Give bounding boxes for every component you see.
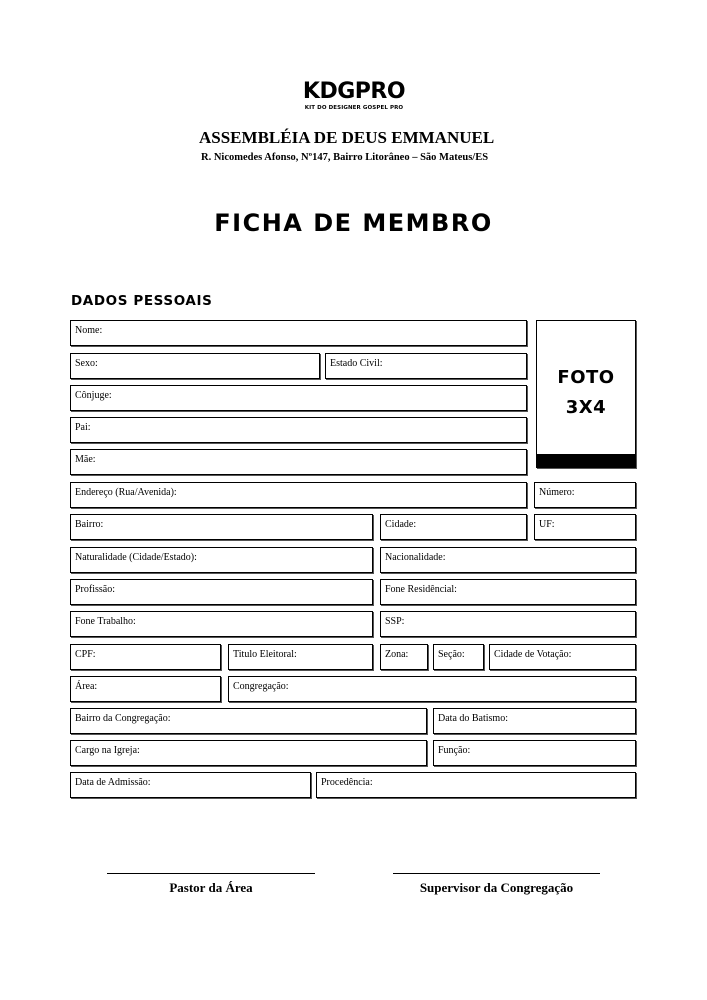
- fone-trabalho-label: Fone Trabalho:: [75, 616, 136, 627]
- nome-label: Nome:: [75, 325, 103, 336]
- titulo-eleitoral-field[interactable]: [228, 644, 373, 670]
- cidade-votacao-label: Cidade de Votação:: [494, 649, 572, 660]
- sexo-label: Sexo:: [75, 358, 98, 369]
- pai-field[interactable]: [70, 417, 527, 443]
- photo-bottom-bar: [537, 454, 635, 467]
- nome-field[interactable]: [70, 320, 527, 346]
- church-name: ASSEMBLÉIA DE DEUS EMMANUEL: [199, 128, 495, 147]
- supervisor-signature-line: [393, 873, 600, 874]
- form-title: FICHA DE MEMBRO: [214, 209, 493, 237]
- fone-residencial-field[interactable]: [380, 579, 636, 605]
- secao-label: Seção:: [438, 649, 465, 660]
- conjuge-field[interactable]: [70, 385, 527, 411]
- cargo-igreja-label: Cargo na Igreja:: [75, 745, 140, 756]
- procedencia-label: Procedência:: [321, 777, 373, 788]
- ssp-field[interactable]: [380, 611, 636, 637]
- naturalidade-label: Naturalidade (Cidade/Estado):: [75, 552, 197, 563]
- funcao-field[interactable]: [433, 740, 636, 766]
- cidade-label: Cidade:: [385, 519, 417, 530]
- endereco-field[interactable]: [70, 482, 527, 508]
- data-batismo-label: Data do Batismo:: [438, 713, 508, 724]
- logo-sub-text: KIT DO DESIGNER GOSPEL PRO: [304, 105, 404, 111]
- estado-civil-field[interactable]: [325, 353, 527, 379]
- zona-label: Zona:: [385, 649, 409, 660]
- fone-residencial-label: Fone Residêncial:: [385, 584, 457, 595]
- bairro-field[interactable]: [70, 514, 373, 540]
- congregacao-label: Congregação:: [233, 681, 289, 692]
- area-label: Área:: [75, 681, 98, 692]
- uf-field[interactable]: [534, 514, 636, 540]
- ssp-label: SSP:: [385, 616, 405, 627]
- secao-field[interactable]: [433, 644, 484, 670]
- area-field[interactable]: [70, 676, 221, 702]
- photo-label-line1: FOTO: [557, 367, 615, 388]
- photo-label: [537, 363, 635, 423]
- mae-label: Mãe:: [75, 454, 96, 465]
- funcao-label: Função:: [438, 745, 471, 756]
- cpf-label: CPF:: [75, 649, 96, 660]
- nacionalidade-field[interactable]: [380, 547, 636, 573]
- supervisor-signature-label: Supervisor da Congregação: [419, 880, 574, 895]
- numero-label: Número:: [539, 487, 575, 498]
- kdgpro-logo: [298, 80, 410, 114]
- data-admissao-label: Data de Admissão:: [75, 777, 151, 788]
- bairro-congregacao-label: Bairro da Congregação:: [75, 713, 171, 724]
- numero-field[interactable]: [534, 482, 636, 508]
- cargo-igreja-field[interactable]: [70, 740, 427, 766]
- bairro-label: Bairro:: [75, 519, 104, 530]
- pai-label: Pai:: [75, 422, 91, 433]
- mae-field[interactable]: [70, 449, 527, 475]
- cpf-field[interactable]: [70, 644, 221, 670]
- profissao-field[interactable]: [70, 579, 373, 605]
- cidade-votacao-field[interactable]: [489, 644, 636, 670]
- fone-trabalho-field[interactable]: [70, 611, 373, 637]
- cidade-field[interactable]: [380, 514, 527, 540]
- photo-label-line2: 3X4: [565, 397, 607, 418]
- estado-civil-label: Estado Civil:: [330, 358, 383, 369]
- section-title: DADOS PESSOAIS: [71, 293, 213, 309]
- procedencia-field[interactable]: [316, 772, 636, 798]
- congregacao-field[interactable]: [228, 676, 636, 702]
- church-address: R. Nicomedes Afonso, Nº147, Bairro Litorâneo – São Mateus/ES: [201, 152, 489, 163]
- conjuge-label: Cônjuge:: [75, 390, 112, 401]
- pastor-signature-line: [107, 873, 315, 874]
- data-batismo-field[interactable]: [433, 708, 636, 734]
- zona-field[interactable]: [380, 644, 428, 670]
- sexo-field[interactable]: [70, 353, 320, 379]
- endereco-label: Endereço (Rua/Avenida):: [75, 487, 177, 498]
- uf-label: UF:: [539, 519, 555, 530]
- nacionalidade-label: Nacionalidade:: [385, 552, 446, 563]
- bairro-congregacao-field[interactable]: [70, 708, 427, 734]
- titulo-eleitoral-label: Titulo Eleitoral:: [233, 649, 297, 660]
- photo-3x4-box: [536, 320, 636, 468]
- naturalidade-field[interactable]: [70, 547, 373, 573]
- pastor-signature-label: Pastor da Área: [169, 880, 253, 895]
- logo-main-text: KDGPRO: [302, 79, 406, 104]
- data-admissao-field[interactable]: [70, 772, 311, 798]
- profissao-label: Profissão:: [75, 584, 115, 595]
